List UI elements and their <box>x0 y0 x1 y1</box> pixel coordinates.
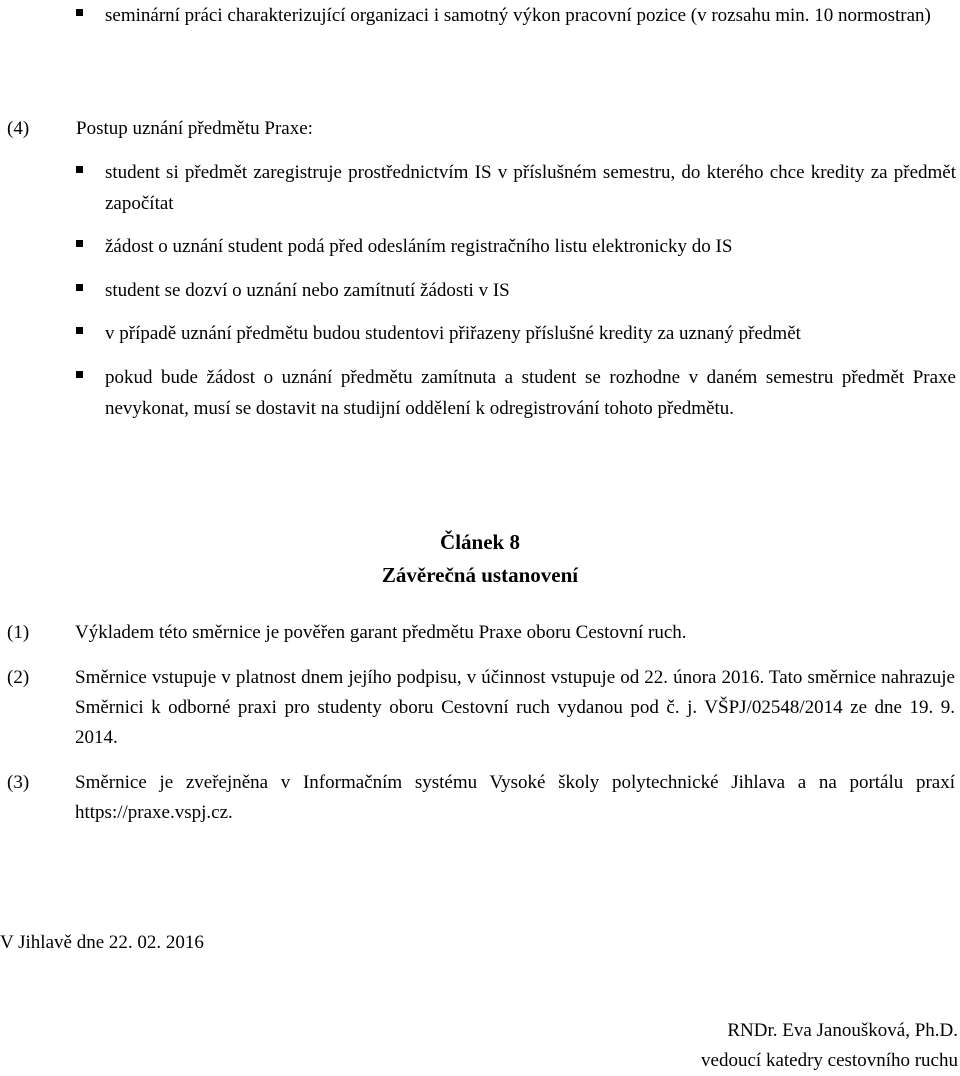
place-date: V Jihlavě dne 22. 02. 2016 <box>0 932 204 953</box>
list-item <box>76 231 956 262</box>
signatory-role: vedoucí katedry cestovního ruchu <box>701 1050 958 1071</box>
list-item <box>76 0 956 31</box>
square-bullet-icon <box>76 9 83 16</box>
list-item <box>76 318 956 349</box>
list-item <box>76 275 956 306</box>
signature-block <box>701 1016 958 1076</box>
paragraph-text: Směrnice je zveřejněna v Informačním systému Vysoké školy polytechnické Jihlava a na portálu praxí https://praxe.vspj.cz. <box>75 772 955 823</box>
paragraph-number: (3) <box>7 772 30 793</box>
square-bullet-icon <box>76 371 83 378</box>
square-bullet-icon <box>76 240 83 247</box>
list-item <box>76 362 956 424</box>
list-item <box>76 157 956 219</box>
numbered-paragraph <box>7 618 955 648</box>
square-bullet-icon <box>76 327 83 334</box>
paragraph-text: Výkladem této směrnice je pověřen garant předmětu Praxe oboru Cestovní ruch. <box>75 622 687 643</box>
bullet-text: seminární práci charakterizující organizaci i samotný výkon pracovní pozice (v rozsahu min. 10 normostran) <box>105 5 931 26</box>
bullet-text: student se dozví o uznání nebo zamítnutí žádosti v IS <box>105 280 510 301</box>
section-title: Postup uznání předmětu Praxe: <box>76 118 313 139</box>
signatory-name: RNDr. Eva Janoušková, Ph.D. <box>727 1020 958 1041</box>
numbered-paragraph <box>7 768 955 828</box>
section-number: (4) <box>7 118 30 139</box>
article-title: Závěrečná ustanovení <box>381 563 579 587</box>
square-bullet-icon <box>76 284 83 291</box>
bullet-text: v případě uznání předmětu budou studentovi přiřazeny příslušné kredity za uznaný předmět <box>105 323 801 344</box>
bullet-text: pokud bude žádost o uznání předmětu zamítnuta a student se rozhodne v daném semestru předmět Praxe nevykonat, musí se dostavit na studijní oddělení k odregistrování tohoto předmětu. <box>105 367 956 419</box>
article-number: Článek 8 <box>440 530 520 554</box>
paragraph-number: (2) <box>7 667 30 688</box>
square-bullet-icon <box>76 166 83 173</box>
bullet-text: žádost o uznání student podá před odesláním registračního listu elektronicky do IS <box>105 236 733 257</box>
paragraph-number: (1) <box>7 622 30 643</box>
paragraph-text: Směrnice vstupuje v platnost dnem jejího podpisu, v účinnost vstupuje od 22. února 2016. Tato směrnice nahrazuje Směrnici k odborné praxi pro studenty oboru Cestovní ruch vydanou pod č. j. VŠPJ/02548/2014 ze dne 19. 9. 2014. <box>75 667 955 748</box>
bullet-text: student si předmět zaregistruje prostřednictvím IS v příslušném semestru, do kterého chce kredity za předmět započítat <box>105 162 956 214</box>
numbered-paragraph <box>7 663 955 753</box>
